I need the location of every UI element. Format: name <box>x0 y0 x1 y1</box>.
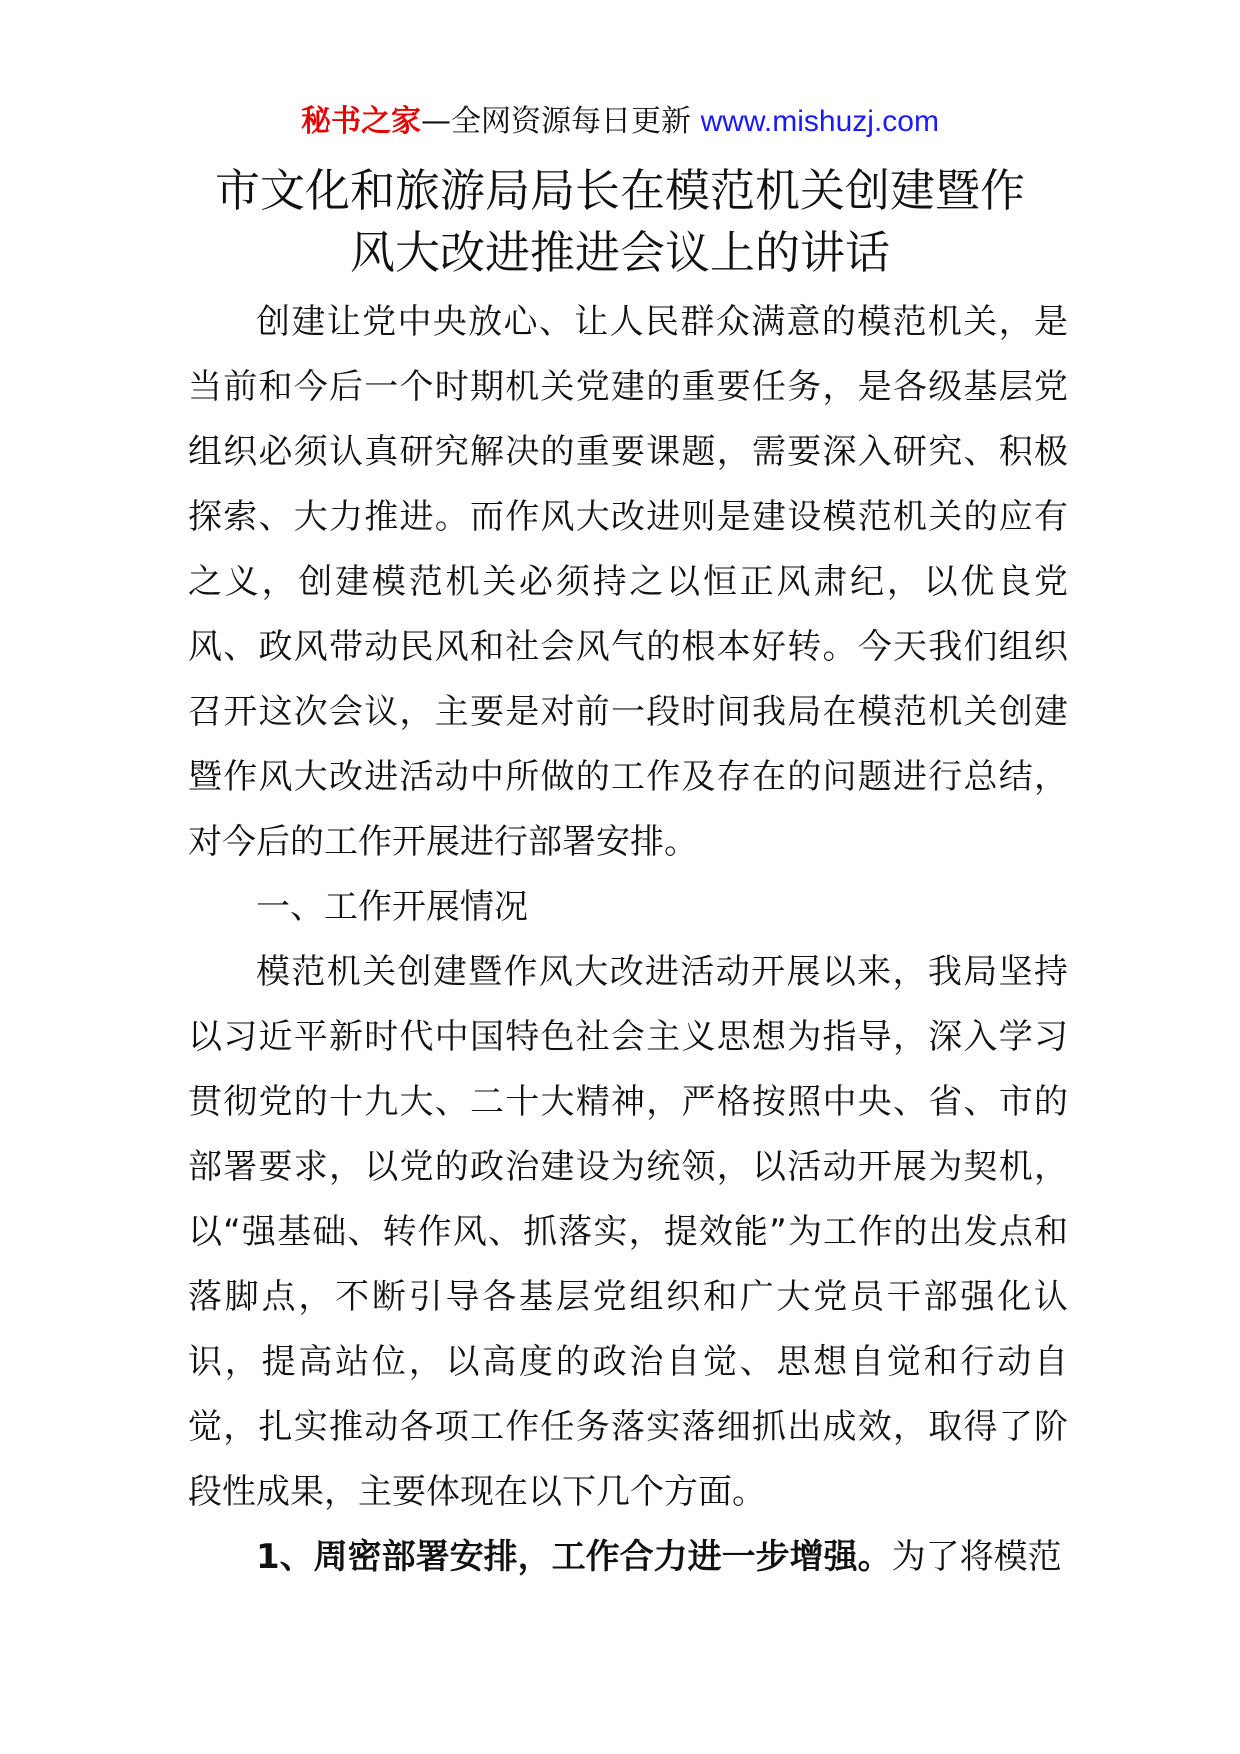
document-body <box>188 290 1068 1590</box>
point-1-heading: 1、周密部署安排，工作合力进一步增强。 <box>256 1537 892 1577</box>
point-1-text: 为了将模范 <box>891 1537 1062 1577</box>
paragraph-point-1 <box>188 1525 1068 1590</box>
title-line-2: 风大改进推进会议上的讲话 <box>349 226 890 279</box>
header-banner <box>0 100 1240 144</box>
document-title <box>150 160 1090 284</box>
section-heading-1: 一、工作开展情况 <box>256 887 528 927</box>
brand-name: 秘书之家 <box>301 104 422 139</box>
paragraph-intro: 创建让党中央放心、让人民群众满意的模范机关，是当前和今后一个时期机关党建的重要任务，是各级基层党组织必须认真研究解决的重要课题，需要深入研究、积极探索、大力推进。而作风大改进则是建设模范机关的应有之义，创建模范机关必须持之以恒正风肃纪，以优良党风、政风带动民风和社会风气的根本好转。今天我们组织召开这次会议，主要是对前一段时间我局在模范机关创建暨作风大改进活动中所做的工作及存在的问题进行总结，对今后的工作开展进行部署安排。 <box>188 302 1068 862</box>
paragraph-work-overview: 模范机关创建暨作风大改进活动开展以来，我局坚持以习近平新时代中国特色社会主义思想为指导，深入学习贯彻党的十九大、二十大精神，严格按照中央、省、市的部署要求，以党的政治建设为统领，以活动开展为契机，以“强基础、转作风、抓落实，提效能”为工作的出发点和落脚点，不断引导各基层党组织和广大党员干部强化认识，提高站位，以高度的政治自觉、思想自觉和行动自觉，扎实推动各项工作任务落实落细抓出成效，取得了阶段性成果，主要体现在以下几个方面。 <box>188 952 1068 1512</box>
header-slogan: —全网资源每日更新 <box>421 104 701 139</box>
title-line-1: 市文化和旅游局局长在模范机关创建暨作 <box>214 164 1025 217</box>
website-link[interactable]: www.mishuzj.com <box>700 105 939 138</box>
